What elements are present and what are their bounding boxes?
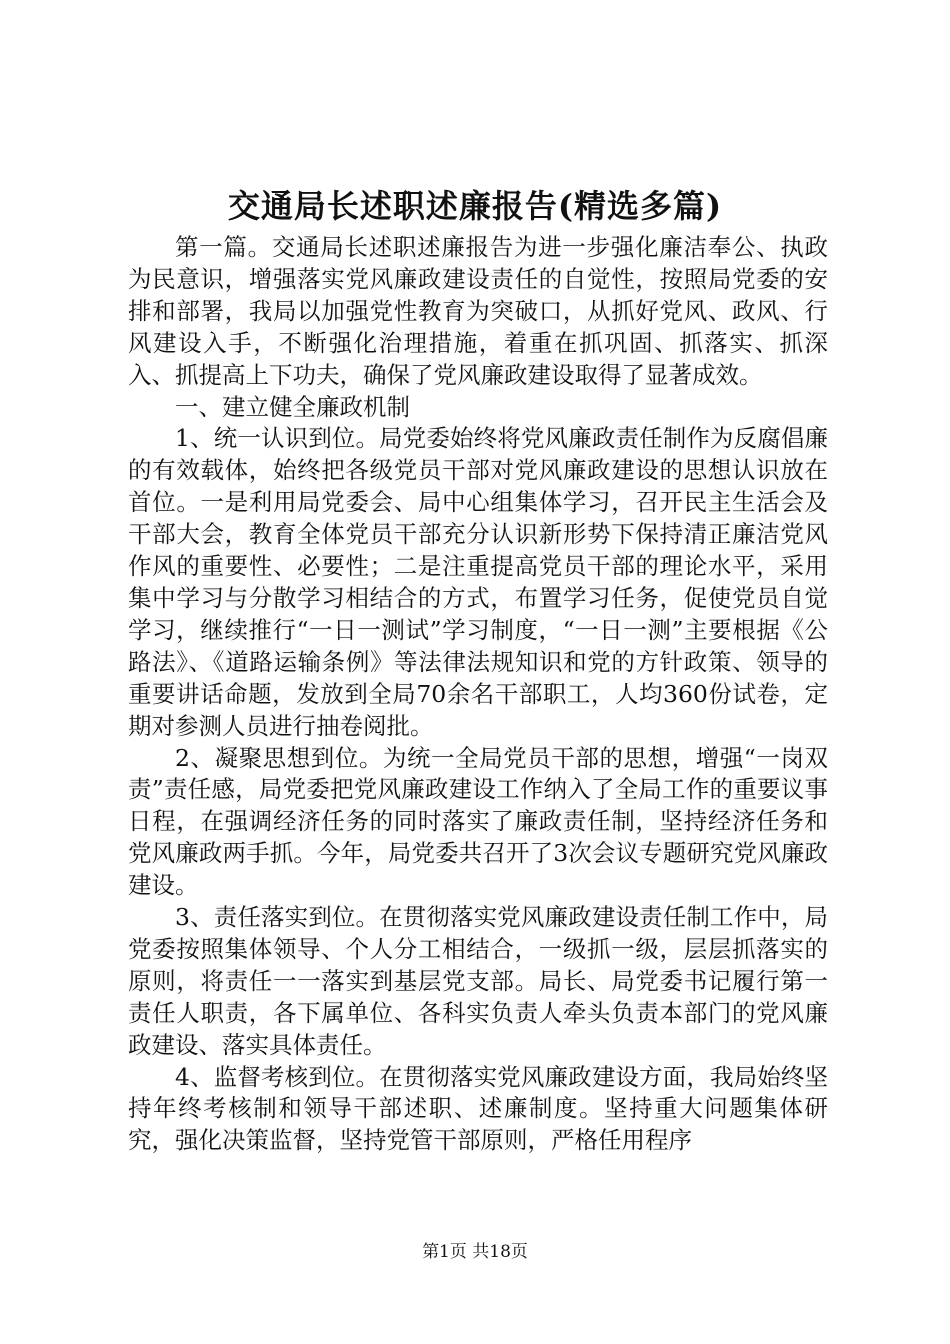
paragraph-item-1: 1、统一认识到位。局党委始终将党风廉政责任制作为反腐倡廉的有效载体，始终把各级党员干部对党风廉政建设的思想认识放在首位。一是利用局党委会、局中心组集体学习，召开民主生活会及干部大会，教育全体党员干部充分认识新形势下保持清正廉洁党风作风的重要性、必要性；二是注重提高党员干部的理论水平，采用集中学习与分散学习相结合的方式，布置学习任务，促使党员自觉学习，继续推行“一日一测试”学习制度，“一日一测”主要根据《公路法》、《道路运输条例》等法律法规知识和党的方针政策、领导的重要讲话命题，发放到全局70余名干部职工，人均360份试卷，定期对参测人员进行抽卷阅批。	[128, 424, 828, 740]
paragraph-item-4: 4、监督考核到位。在贯彻落实党风廉政建设方面，我局始终坚持年终考核制和领导干部述职、述廉制度。坚持重大问题集体研究，强化决策监督，坚持党管干部原则，严格任用程序	[128, 1062, 828, 1155]
paragraph-item-2: 2、凝聚思想到位。为统一全局党员干部的思想，增强“一岗双责”责任感，局党委把党风廉政建设工作纳入了全局工作的重要议事日程，在强调经济任务的同时落实了廉政责任制，坚持经济任务和党风廉政两手抓。今年，局党委共召开了3次会议专题研究党风廉政建设。	[128, 743, 828, 900]
document-body	[128, 232, 828, 1157]
paragraph-intro: 第一篇。交通局长述职述廉报告为进一步强化廉洁奉公、执政为民意识，增强落实党风廉政建设责任的自觉性，按照局党委的安排和部署，我局以加强党性教育为突破口，从抓好党风、政风、行风建设入手，不断强化治理措施，着重在抓巩固、抓落实、抓深入、抓提高上下功夫，确保了党风廉政建设取得了显著成效。	[128, 233, 828, 389]
paragraph-item-3: 3、责任落实到位。在贯彻落实党风廉政建设责任制工作中，局党委按照集体领导、个人分工相结合，一级抓一级，层层抓落实的原则，将责任一一落实到基层党支部。局长、局党委书记履行第一责任人职责，各下属单位、各科实负责人牵头负责本部门的党风廉政建设、落实具体责任。	[128, 903, 828, 1059]
document-title: 交通局长述职述廉报告(精选多篇)	[227, 187, 723, 225]
page-number-footer: 第1页 共18页	[422, 1242, 528, 1262]
section-heading: 一、建立健全廉政机制	[175, 392, 410, 421]
